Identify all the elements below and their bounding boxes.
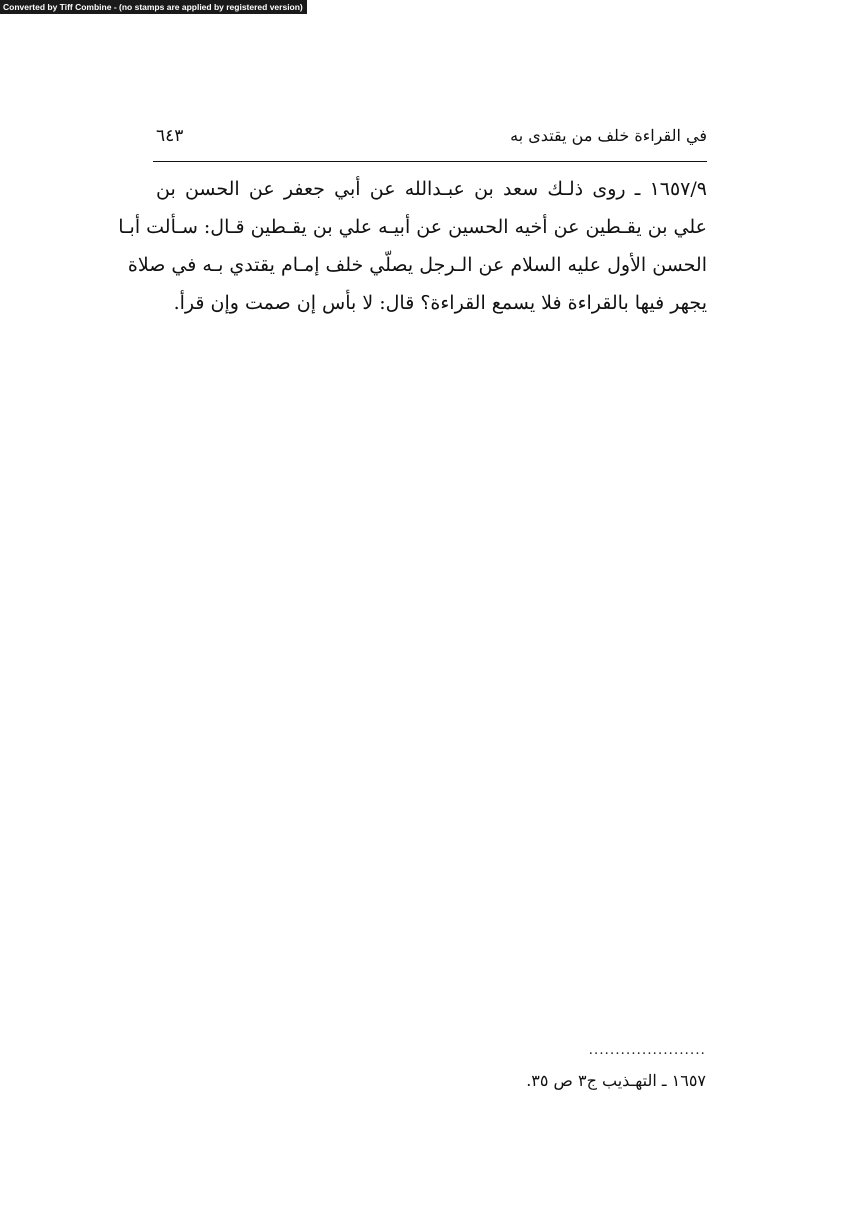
page-header — [153, 122, 707, 152]
text-line: ١٦٥٧/٩ ـ روى ذلـك سعد بن عبـدالله عن أبي جعفر عن الحسن بن — [156, 178, 707, 200]
footnote: ١٦٥٧ ـ التهـذيب ج٣ ص ٣٥. — [526, 1071, 706, 1090]
text-line: الحسن الأول عليه السلام عن الـرجل يصلّي خلف إمـام يقتدي بـه في صلاة — [127, 254, 707, 276]
text-line: يجهر فيها بالقراءة فلا يسمع القراءة؟ قال: لا بأس إن صمت وإن قرأ. — [173, 292, 707, 314]
text-line: علي بن يقـطين عن أخيه الحسين عن أبيـه علي بن يقـطين قـال: سـألت أبـا — [118, 216, 707, 238]
page-number: ٦٤٣ — [156, 126, 184, 146]
conversion-stamp: Converted by Tiff Combine - (no stamps are applied by registered version) — [0, 0, 307, 14]
main-text — [118, 170, 707, 322]
header-rule — [153, 161, 707, 162]
footnote-separator: ...................... — [588, 1043, 706, 1058]
running-title: في القراءة خلف من يقتدى به — [510, 126, 707, 145]
